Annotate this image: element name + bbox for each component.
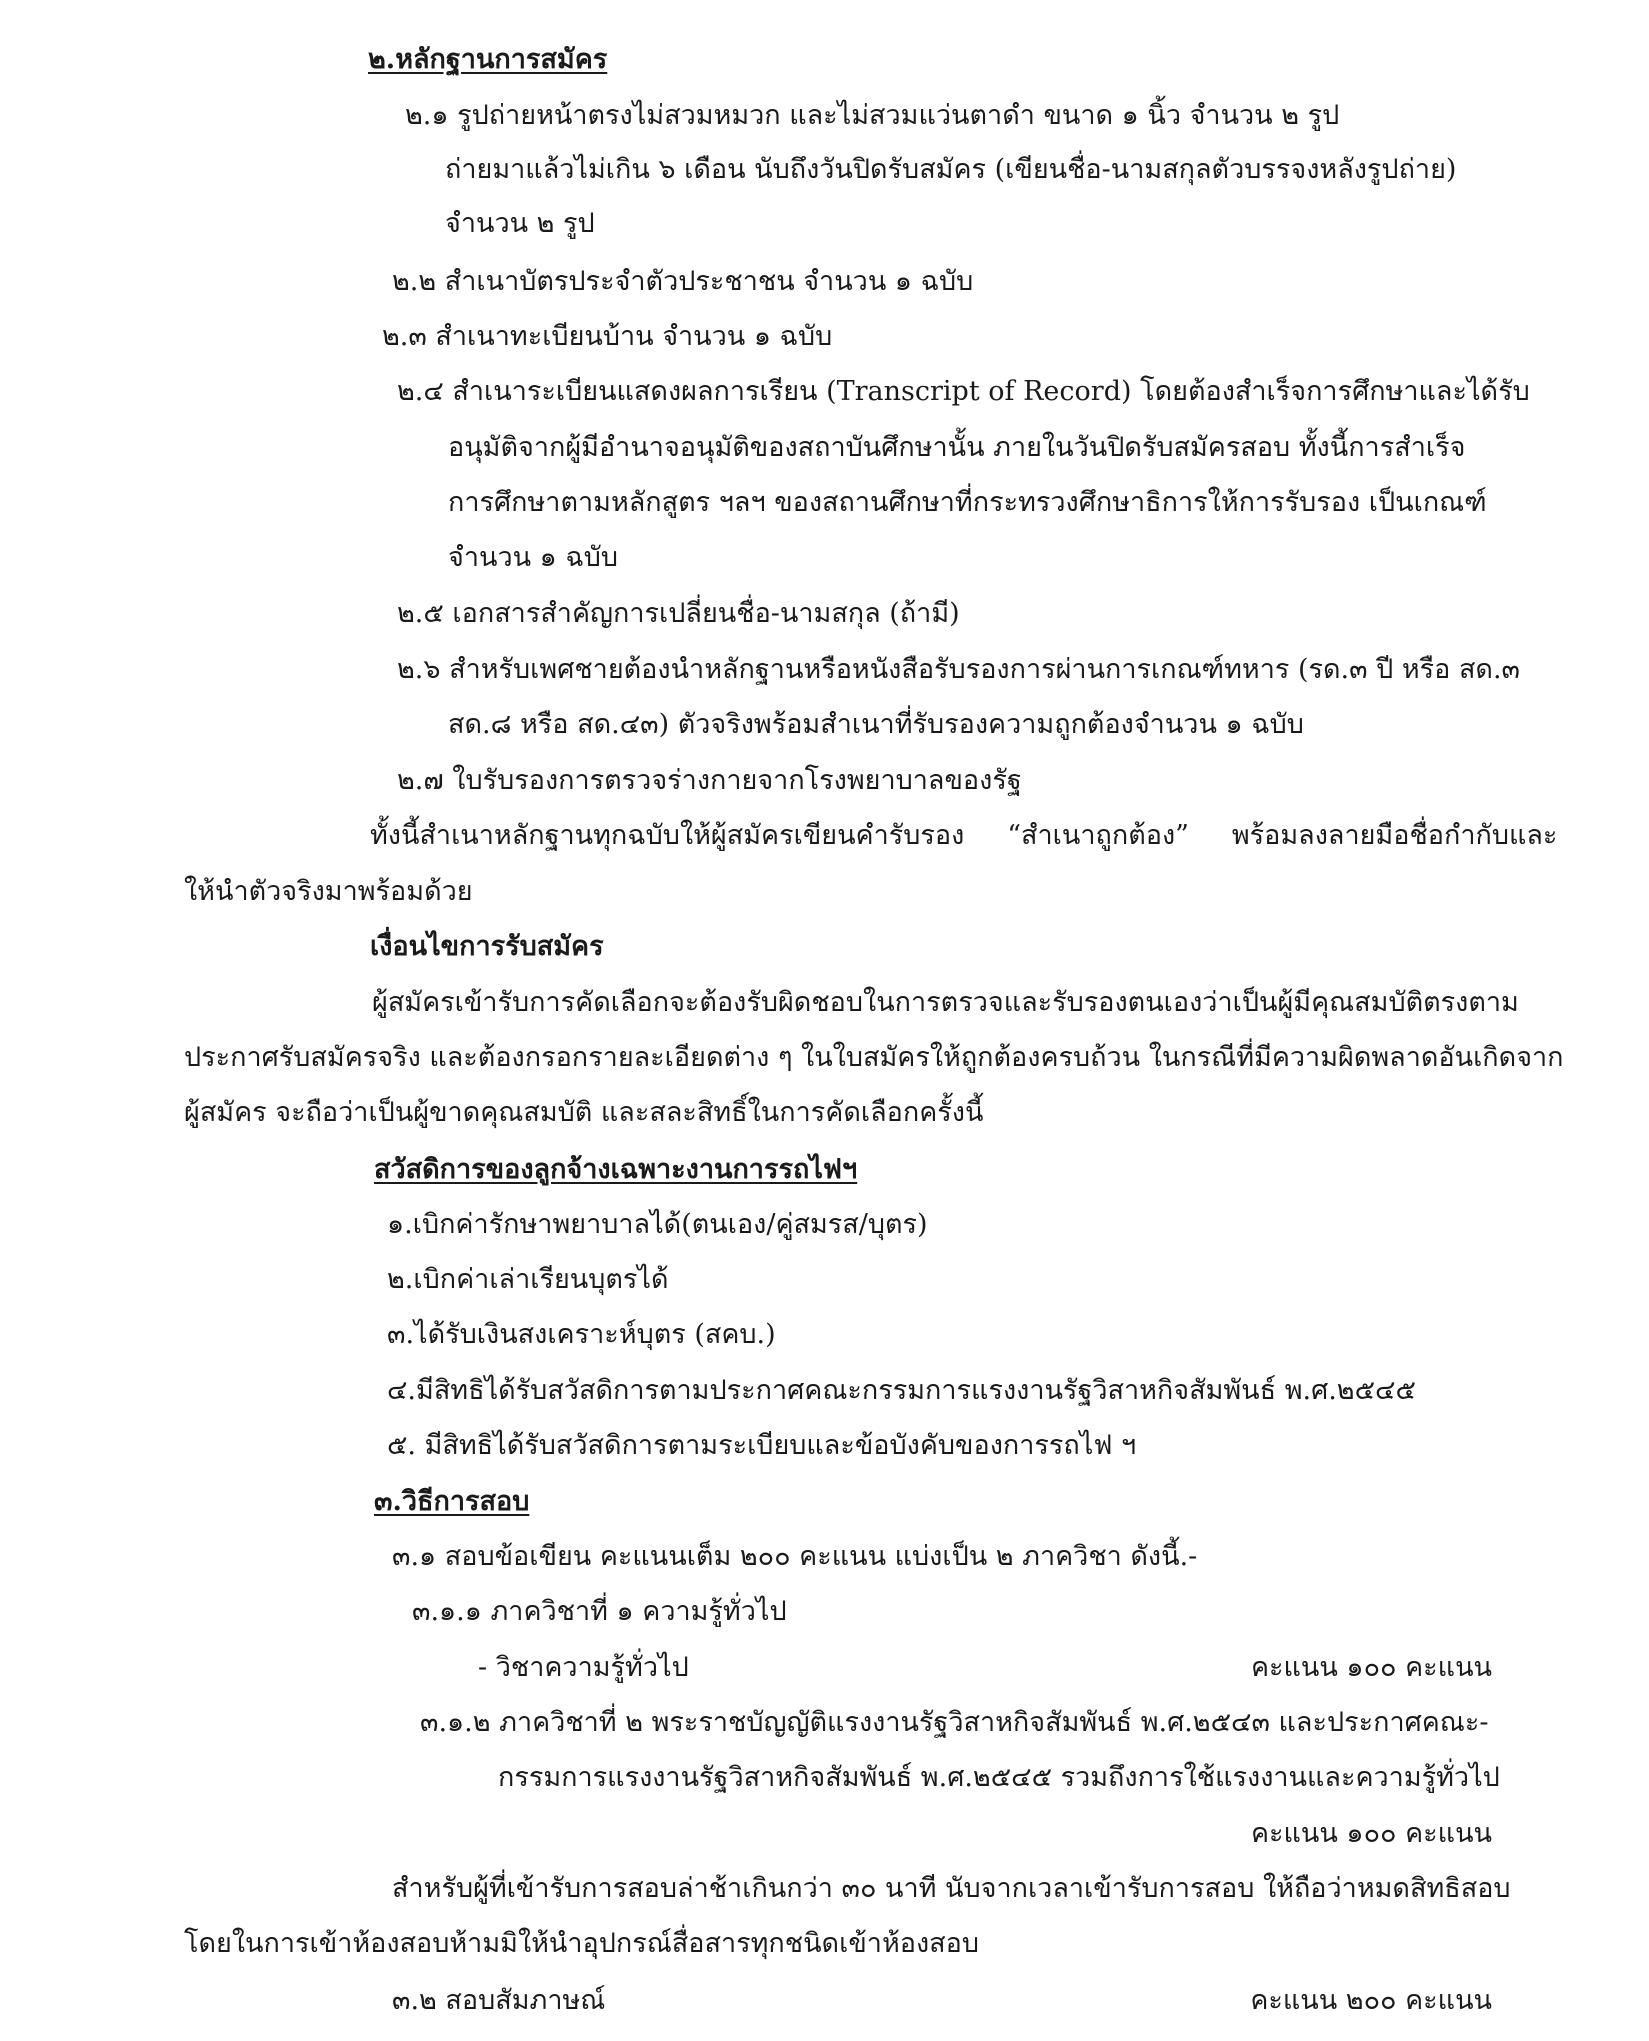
welfare-item-4: ๔.มีสิทธิได้รับสวัสดิการตามประกาศคณะกรรมการแรงงานรัฐวิสาหกิจสัมพันธ์ พ.ศ.๒๕๔๕ <box>387 1375 1416 1406</box>
item-2-2: ๒.๒ สำเนาบัตรประจำตัวประชาชน จำนวน ๑ ฉบับ <box>392 266 974 297</box>
conditions-line-1: ผู้สมัครเข้ารับการคัดเลือกจะต้องรับผิดชอบในการตรวจและรับรองตนเองว่าเป็นผู้มีคุณสมบัติตรงตาม <box>372 987 1519 1018</box>
item-3-1-2-line-2: กรรมการแรงงานรัฐวิสาหกิจสัมพันธ์ พ.ศ.๒๕๔๕ รวมถึงการใช้แรงงานและความรู้ทั่วไป <box>498 1762 1500 1793</box>
item-2-5: ๒.๕ เอกสารสำคัญการเปลี่ยนชื่อ-นามสกุล (ถ้ามี) <box>397 598 960 629</box>
item-2-4-line-1: ๒.๔ สำเนาระเบียนแสดงผลการเรียน (Transcript of Record) โดยต้องสำเร็จการศึกษาและได้รับ <box>397 376 1530 407</box>
item-2-4-line-4: จำนวน ๑ ฉบับ <box>448 542 619 573</box>
item-2-3: ๒.๓ สำเนาทะเบียนบ้าน จำนวน ๑ ฉบับ <box>382 321 833 352</box>
section-3-heading: ๓.วิธีการสอบ <box>374 1486 530 1517</box>
item-2-6-line-2: สด.๘ หรือ สด.๔๓) ตัวจริงพร้อมสำเนาที่รับรองความถูกต้องจำนวน ๑ ฉบับ <box>448 709 1304 740</box>
section-2-heading: ๒.หลักฐานการสมัคร <box>368 44 608 75</box>
late-note-line-2: โดยในการเข้าห้องสอบห้ามมิให้นำอุปกรณ์สื่อสารทุกชนิดเข้าห้องสอบ <box>184 1928 979 1959</box>
welfare-item-2: ๒.เบิกค่าเล่าเรียนบุตรได้ <box>387 1264 669 1295</box>
item-2-4-line-3: การศึกษาตามหลักสูตร ฯลฯ ของสถานศึกษาที่กระทรวงศึกษาธิการให้การรับรอง เป็นเกณฑ์ <box>448 487 1487 518</box>
item-3-2: ๓.๒ สอบสัมภาษณ์ <box>392 1985 606 2016</box>
conditions-heading: เงื่อนไขการรับสมัคร <box>370 931 604 962</box>
certify-note-line-1: ทั้งนี้สำเนาหลักฐานทุกฉบับให้ผู้สมัครเขียนคำรับรอง “สำเนาถูกต้อง” พร้อมลงลายมือชื่อกำกับและ <box>370 820 1558 851</box>
welfare-item-1: ๑.เบิกค่ารักษาพยาบาลได้(ตนเอง/คู่สมรส/บุตร) <box>387 1209 928 1240</box>
item-2-7: ๒.๗ ใบรับรองการตรวจร่างกายจากโรงพยาบาลของรัฐ <box>397 765 1022 796</box>
item-2-1-line-3: จำนวน ๒ รูป <box>445 208 595 239</box>
item-3-1-2-score: คะแนน ๑๐๐ คะแนน <box>1250 1818 1492 1849</box>
welfare-item-3: ๓.ได้รับเงินสงเคราะห์บุตร (สคบ.) <box>387 1319 776 1350</box>
certify-note-line-2: ให้นำตัวจริงมาพร้อมด้วย <box>184 876 473 907</box>
conditions-line-2: ประกาศรับสมัครจริง และต้องกรอกรายละเอียดต่าง ๆ ในใบสมัครให้ถูกต้องครบถ้วน ในกรณีที่มีความผิดพลาดอันเกิดจาก <box>184 1042 1564 1073</box>
item-2-1-line-2: ถ่ายมาแล้วไม่เกิน ๖ เดือน นับถึงวันปิดรับสมัคร (เขียนชื่อ-นามสกุลตัวบรรจงหลังรูปถ่าย) <box>445 154 1457 185</box>
item-2-4-line-2: อนุมัติจากผู้มีอำนาจอนุมัติของสถาบันศึกษานั้น ภายในวันปิดรับสมัครสอบ ทั้งนี้การสำเร็จ <box>448 432 1466 463</box>
item-3-1-2-line-1: ๓.๑.๒ ภาควิชาที่ ๒ พระราชบัญญัติแรงงานรัฐวิสาหกิจสัมพันธ์ พ.ศ.๒๕๔๓ และประกาศคณะ- <box>420 1707 1489 1738</box>
item-2-1-line-1: ๒.๑ รูปถ่ายหน้าตรงไม่สวมหมวก และไม่สวมแว่นตาดำ ขนาด ๑ นิ้ว จำนวน ๒ รูป <box>405 100 1340 131</box>
item-2-6-line-1: ๒.๖ สำหรับเพศชายต้องนำหลักฐานหรือหนังสือรับรองการผ่านการเกณฑ์ทหาร (รด.๓ ปี หรือ สด.๓ <box>397 654 1521 685</box>
late-note-line-1: สำหรับผู้ที่เข้ารับการสอบล่าช้าเกินกว่า ๓๐ นาที นับจากเวลาเข้ารับการสอบ ให้ถือว่าหมดสิทธิสอบ <box>392 1873 1511 1904</box>
item-3-1-1: ๓.๑.๑ ภาควิชาที่ ๑ ความรู้ทั่วไป <box>412 1596 787 1627</box>
item-3-1-1-subject: - วิชาความรู้ทั่วไป <box>478 1652 689 1683</box>
item-3-1: ๓.๑ สอบข้อเขียน คะแนนเต็ม ๒๐๐ คะแนน แบ่งเป็น ๒ ภาควิชา ดังนี้.- <box>392 1541 1198 1572</box>
welfare-item-5: ๕. มีสิทธิได้รับสวัสดิการตามระเบียบและข้อบังคับของการรถไฟ ฯ <box>387 1430 1137 1461</box>
item-3-2-score: คะแนน ๒๐๐ คะแนน <box>1250 1985 1492 2016</box>
conditions-line-3: ผู้สมัคร จะถือว่าเป็นผู้ขาดคุณสมบัติ และสละสิทธิ์ในการคัดเลือกครั้งนี้ <box>184 1097 984 1128</box>
item-3-1-1-score: คะแนน ๑๐๐ คะแนน <box>1250 1652 1492 1683</box>
welfare-heading: สวัสดิการของลูกจ้างเฉพาะงานการรถไฟฯ <box>374 1154 858 1185</box>
